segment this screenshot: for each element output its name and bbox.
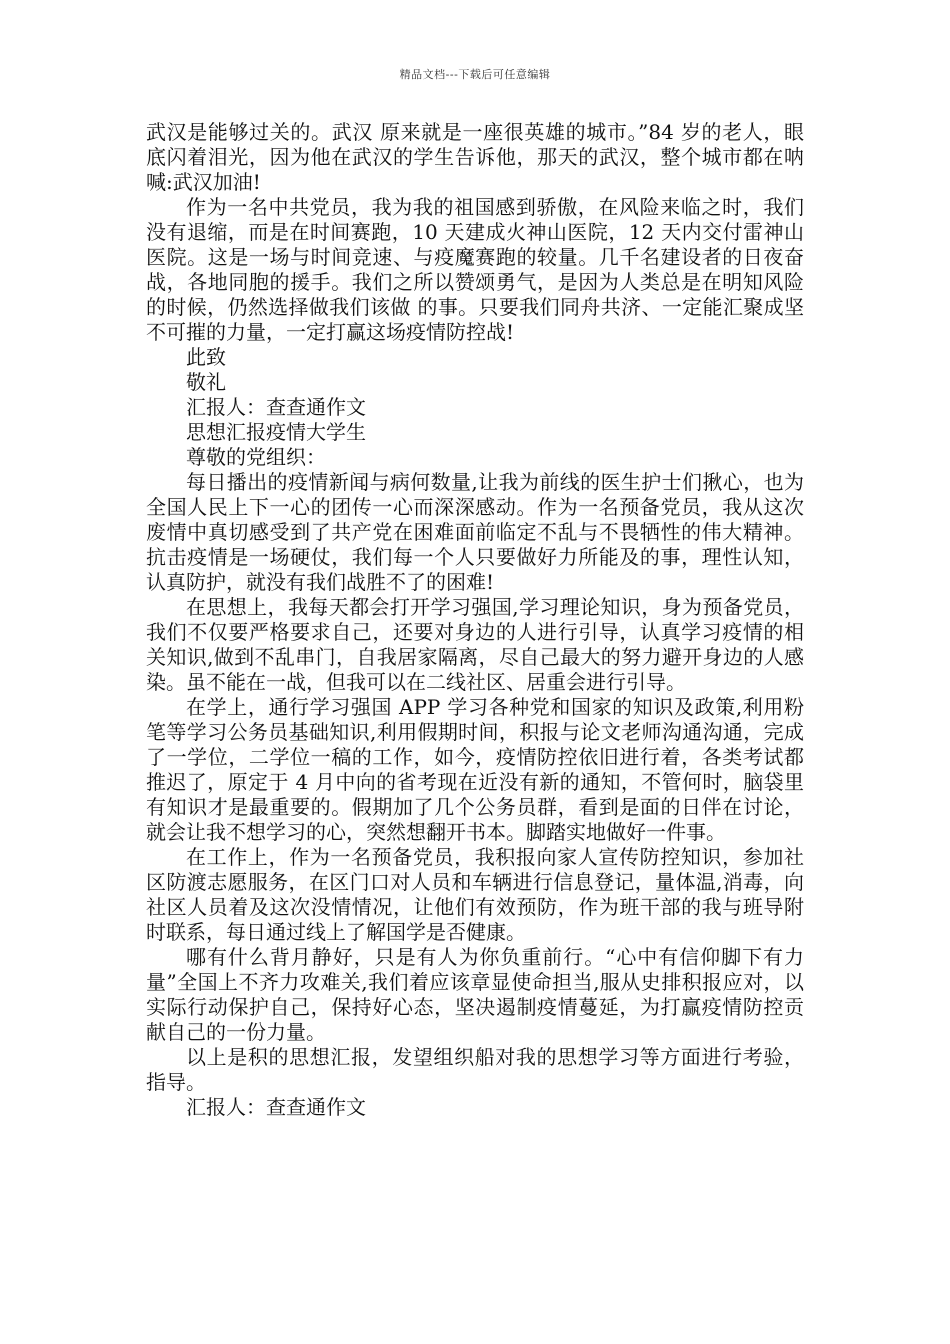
reporter-signature: 汇报人：查查通作文	[186, 395, 366, 419]
paragraph-1: 武汉是能够过关的。武汉 原来就是一座很英雄的城市。”84 岁的老人，眼底闪着泪光，因为他在武汉的学生告诉他，那天的武汉，整个城市都在呐喊:武汉加油!	[146, 120, 804, 194]
section-title: 思想汇报疫情大学生	[186, 420, 366, 444]
paragraph-7: 哪有什么背月静好，只是有人为你负重前行。“心中有信仰脚下有力量”全国上不齐力攻难关,我们着应该章显使命担当,服从史排积报应对，以实际行动保护自己，保持好心态，坚决遏制疫情蔓延，为打赢疫情防控贡献自己的一份力量。	[146, 945, 804, 1044]
paragraph-4: 在思想上，我每天都会打开学习强国,学习理论知识，身为预备党员，我们不仅要严格要求自己，还要对身边的人进行引导，认真学习疫情的相关知识,做到不乱串门，自我居家隔离，尽自己最大的努力避开身边的人感染。虽不能在一战，但我可以在二线社区、居重会进行引导。	[146, 595, 804, 694]
letter-greeting: 尊敬的党组织：	[186, 445, 326, 469]
document-body	[146, 120, 804, 1120]
paragraph-6: 在工作上，作为一名预备党员，我积报向家人宣传防控知识，参加社区防渡志愿服务，在区门口对人员和车辆进行信息登记，量体温,消毒，向社区人员着及这次没情情况，让他们有效预防，作为班干部的我与班导附时联系，每日通过线上了解国学是否健康。	[146, 845, 804, 944]
paragraph-5: 在学上，通行学习强国 APP 学习各种党和国家的知识及政策,利用粉笔等学习公务员基础知识,利用假期时间，积报与论文老师沟通沟通，完成了一学位，二学位一稿的工作，如今，疫情防控依旧进行着，各类考试都推迟了，原定于 4 月中向的省考现在近没有新的通知，不管何时，脑袋里有知识才是最重要的。假期加了几个公务员群，看到是面的日伴在讨论，就会让我不想学习的心，突然想翻开书本。脚踏实地做好一件事。	[146, 695, 804, 844]
closing-regards: 敬礼	[186, 370, 226, 394]
paragraph-8: 以上是积的思想汇报，发望组织船对我的思想学习等方面进行考验，指导。	[146, 1045, 804, 1094]
paragraph-3: 每日播出的疫情新闻与病何数量,让我为前线的医生护士们揪心，也为全国人民上下一心的团传一心而深深感动。作为一名预备党员，我从这次废情中真切感受到了共产党在困难面前临定不乱与不畏牺性的伟大精神。抗击疫情是一场硬仗，我们每一个人只要做好力所能及的事，理性认知，认真防护，就没有我们战胜不了的困难!	[146, 470, 804, 594]
closing-salutation: 此致	[186, 345, 226, 369]
reporter-signature-final: 汇报人：查查通作文	[186, 1095, 366, 1119]
page-header: 精品文档---下载后可任意编辑	[399, 68, 551, 81]
paragraph-2: 作为一名中共党员，我为我的祖国感到骄傲，在风险来临之时，我们没有退缩，而是在时间赛跑，10 天建成火神山医院，12 天内交付雷神山医院。这是一场与时间竞速、与疫魔赛跑的较量。几千名建设者的日夜奋战，各地同胞的援手。我们之所以赞颂勇气，是因为人类总是在明知风险的时候，仍然选择做我们该做 的事。只要我们同舟共济、一定能汇聚成坚不可摧的力量，一定打赢这场疫情防控战!	[146, 195, 804, 344]
